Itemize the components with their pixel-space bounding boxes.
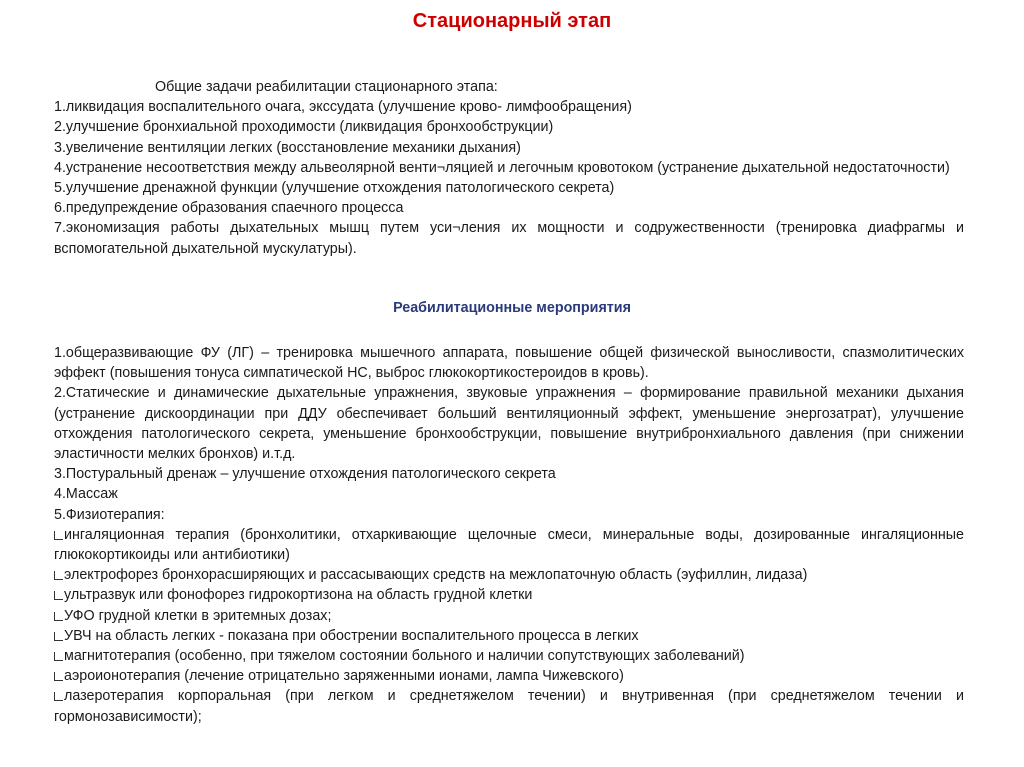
- bullet-icon: [54, 531, 63, 540]
- measure-item: 3.Постуральный дренаж – улучшение отхождения патологического секрета: [54, 466, 556, 483]
- task-item: 1.ликвидация воспалительного очага, экссудата (улучшение крово- лимфообращения): [54, 99, 632, 116]
- physio-item: [54, 626, 964, 646]
- bullet-icon: [54, 591, 63, 600]
- physio-item: [54, 686, 964, 726]
- physio-item-text: УВЧ на область легких - показана при обострении воспалительного процесса в легких: [64, 627, 639, 644]
- physio-item: [54, 525, 964, 565]
- bullet-icon: [54, 571, 63, 580]
- physio-item: [54, 565, 964, 585]
- bullet-icon: [54, 672, 63, 681]
- physio-item-text: УФО грудной клетки в эритемных дозах;: [64, 607, 332, 624]
- task-item: 6.предупреждение образования спаечного процесса: [54, 200, 404, 217]
- rehab-tasks-heading: Общие задачи реабилитации стационарного этапа:: [155, 79, 498, 95]
- task-item: 3.увеличение вентиляции легких (восстановление механики дыхания): [54, 139, 521, 156]
- measure-item: 1.общеразвивающие ФУ (ЛГ) – тренировка мышечного аппарата, повышение общей физической выносливости, спазмолитических эффект (повышения тонуса симпатической НС, выброс глюкокортикостероидов в кровь).: [54, 345, 964, 382]
- physio-item: [54, 585, 964, 605]
- bullet-icon: [54, 612, 63, 621]
- bullet-icon: [54, 632, 63, 641]
- rehab-measures-heading: Реабилитационные мероприятия: [393, 300, 631, 316]
- measure-item: 4.Массаж: [54, 486, 118, 503]
- physio-item-text: аэроионотерапия (лечение отрицательно заряженными ионами, лампа Чижевского): [64, 668, 624, 685]
- task-item: 7.экономизация работы дыхательных мышц путем уси¬ления их мощности и содружественности (тренировка диафрагмы и вспомогательной дыхательной мускулатуры).: [54, 220, 964, 257]
- physio-item-text: ингаляционная терапия (бронхолитики, отхаркивающие щелочные смеси, минеральные воды, дозированные ингаляционные глюкокортикоиды или антибиотики): [54, 526, 964, 564]
- measure-item: 5.Физиотерапия:: [54, 506, 165, 523]
- task-item: 4.устранение несоответствия между альвеолярной венти¬ляцией и легочным кровотоком (устранение дыхательной недостаточности): [54, 159, 950, 176]
- physio-item-text: ультразвук или фонофорез гидрокортизона на область грудной клетки: [64, 587, 533, 604]
- task-item: 2.улучшение бронхиальной проходимости (ликвидация бронхообструкции): [54, 119, 554, 136]
- measure-item: 2.Статические и динамические дыхательные упражнения, звуковые упражнения – формирование правильной механики дыхания (устранение дискоординации при ДДУ обеспечивает больший вентиляционный эффект, уменьшение энергозатрат), улучшение отхождения патологического секрета, уменьшение бронхообструкции, повышение внутрибронхиального давления (при снижении эластичности мелких бронхов) и.т.д.: [54, 385, 964, 463]
- task-item: 5.улучшение дренажной функции (улучшение отхождения патологического секрета): [54, 180, 615, 197]
- physio-item-text: магнитотерапия (особенно, при тяжелом состоянии больного и наличии сопутствующих заболеваний): [64, 648, 745, 665]
- physio-item: [54, 666, 964, 686]
- bullet-icon: [54, 692, 63, 701]
- physio-item-text: электрофорез бронхорасширяющих и рассасывающих средств на межлопаточную область (эуфиллин, лидаза): [64, 567, 808, 584]
- rehab-tasks-block: [54, 77, 964, 259]
- rehab-measures-block: [54, 343, 964, 727]
- bullet-icon: [54, 652, 63, 661]
- physio-item: [54, 646, 964, 666]
- slide-title: Стационарный этап: [412, 10, 612, 32]
- physio-item: [54, 606, 964, 626]
- physio-item-text: лазеротерапия корпоральная (при легком и среднетяжелом течении) и внутривенная (при среднетяжелом течении и гормонозависимости);: [54, 688, 964, 725]
